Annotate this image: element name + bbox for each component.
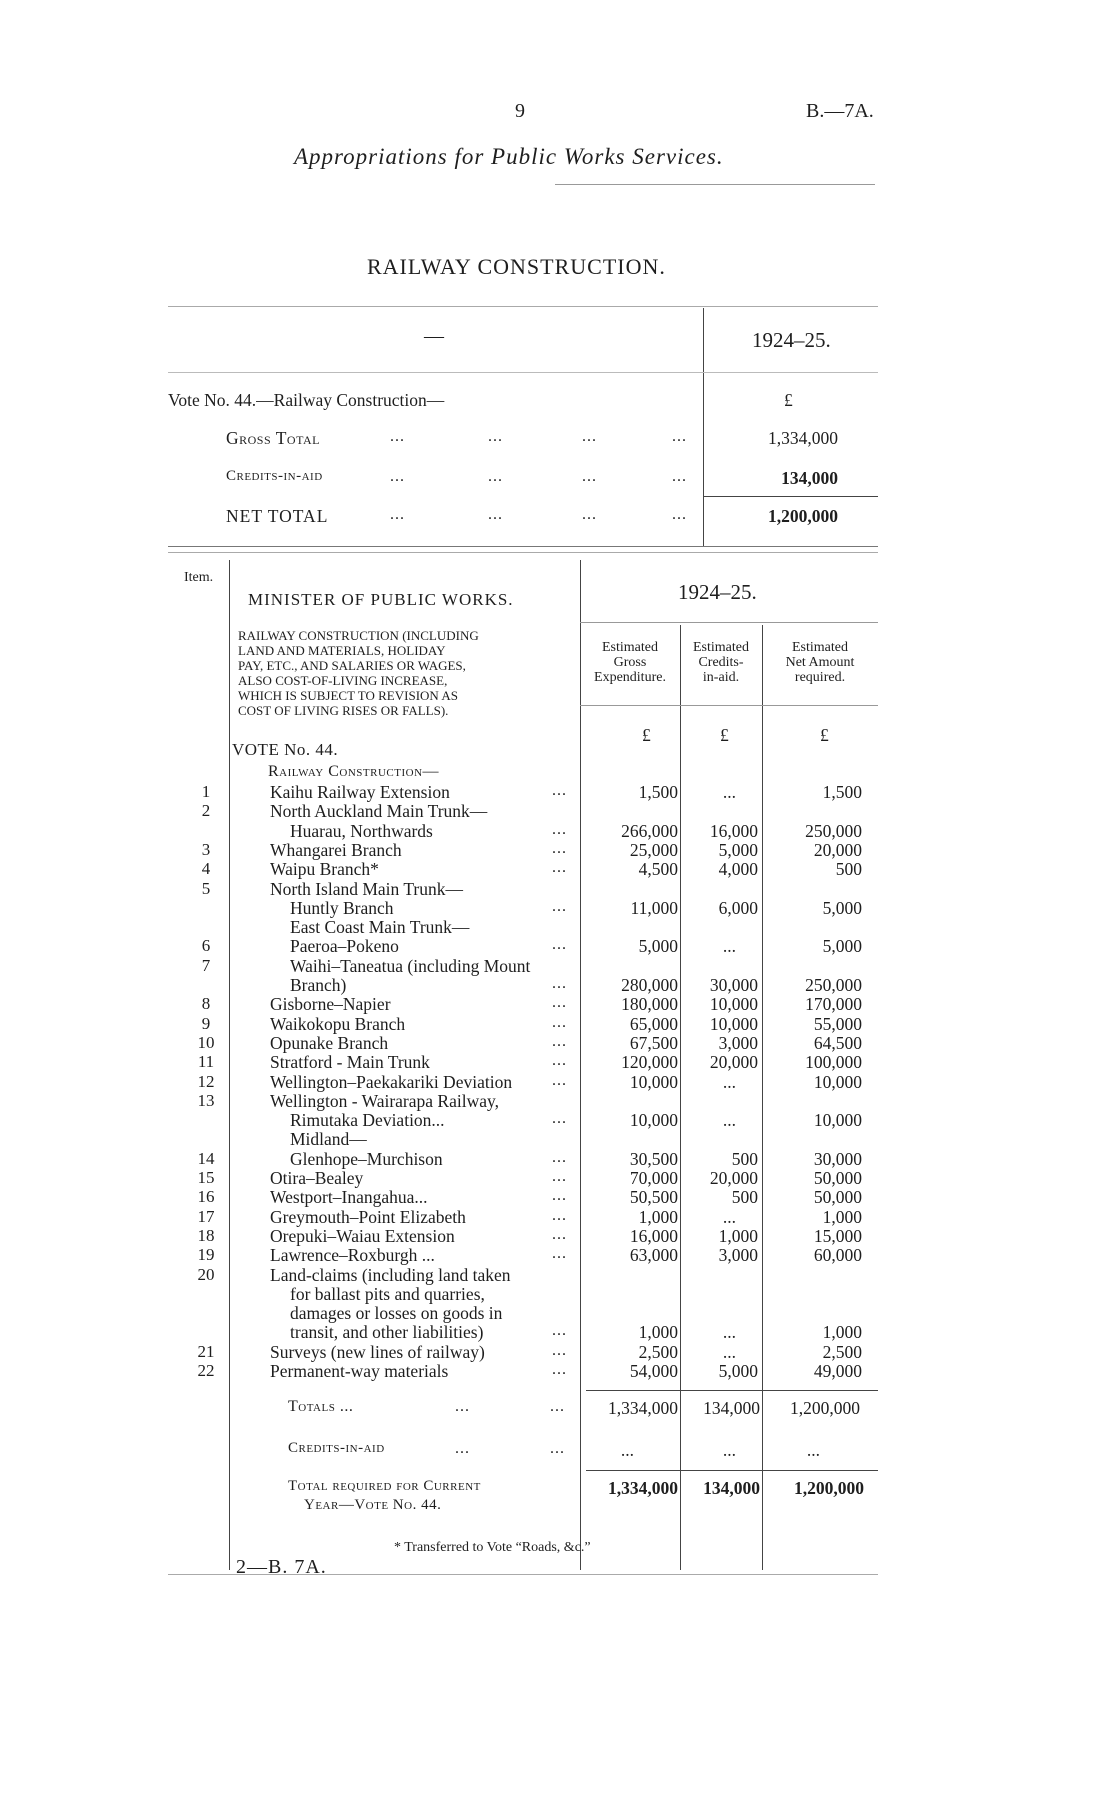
item-number: 20 — [197, 1264, 215, 1284]
year-header-rule — [580, 622, 878, 623]
footer-ref: 2—B. 7A. — [236, 1556, 327, 1578]
dots: ... — [672, 468, 687, 485]
dots: ... — [552, 820, 567, 838]
item-number: 13 — [197, 1090, 215, 1110]
credits-in-aid-label: Credits-in-aid — [226, 468, 323, 484]
desc-line: WHICH IS SUBJECT TO REVISION AS — [238, 688, 458, 703]
total-required-rule — [586, 1470, 878, 1471]
totals-gross: 1,334,000 — [608, 1398, 678, 1418]
amount-net: 250,000 — [805, 820, 862, 841]
dots: ... — [552, 1071, 567, 1089]
dots: ... — [552, 1168, 567, 1185]
total-required-label-1: Total required for Current — [288, 1478, 481, 1494]
footnote: * Transferred to Vote “Roads, &c.” — [394, 1540, 591, 1555]
item-number: 4 — [201, 859, 211, 879]
amount-credits: ... — [722, 1071, 736, 1092]
amount-gross: 65,000 — [629, 1013, 678, 1034]
amount-gross: 25,000 — [629, 839, 678, 860]
item-number: 6 — [201, 936, 211, 956]
item-header: Item. — [184, 570, 214, 585]
desc-line: RAILWAY CONSTRUCTION (INCLUDING — [238, 628, 479, 643]
amount-credits: 6,000 — [718, 897, 758, 918]
dots: ... — [552, 1322, 567, 1340]
amount-credits: 500 — [731, 1187, 758, 1208]
totals-net: 1,200,000 — [790, 1398, 860, 1418]
item-number: 15 — [197, 1168, 215, 1187]
table-top-rule — [168, 552, 878, 553]
amount-credits: ... — [722, 1206, 736, 1227]
summary-vrule — [703, 308, 704, 546]
amount-credits: 5,000 — [718, 839, 758, 860]
amount-gross: 16,000 — [629, 1225, 678, 1246]
amount-net: 1,000 — [822, 1322, 862, 1343]
item-number: 9 — [201, 1013, 211, 1033]
item-description: Huarau, Northwards — [290, 820, 433, 841]
header-line: Net Amount — [785, 655, 855, 670]
dots: ... — [552, 1245, 567, 1263]
credits-col-rule — [762, 625, 763, 1570]
item-description: Midland— — [290, 1129, 367, 1150]
dots: ... — [552, 994, 567, 1012]
dots: ... — [582, 428, 597, 445]
dots: ... — [552, 1187, 567, 1205]
item-description: Permanent-way materials — [270, 1361, 449, 1381]
amount-credits: ... — [722, 936, 736, 957]
amount-gross: 30,500 — [629, 1148, 678, 1169]
vote-heading: VOTE No. 44. — [232, 740, 339, 759]
amount-net: 170,000 — [805, 994, 862, 1015]
dots: ... — [552, 1361, 567, 1378]
amount-gross: 2,500 — [638, 1341, 678, 1362]
gross-total-label: Gross Total — [226, 428, 320, 448]
item-description: Stratford - Main Trunk — [270, 1052, 430, 1073]
amount-credits: 30,000 — [709, 975, 758, 995]
summary-header-rule — [168, 372, 878, 373]
dots: ... — [552, 839, 567, 857]
dots: ... — [390, 506, 405, 523]
col-header-rule — [580, 705, 878, 706]
document-ref: B.—7A. — [806, 100, 874, 122]
amount-net: 1,000 — [822, 1206, 862, 1227]
amount-gross: 1,500 — [638, 782, 678, 802]
item-number: 14 — [197, 1148, 215, 1168]
amount-credits: 3,000 — [718, 1032, 758, 1053]
amount-gross: 120,000 — [621, 1052, 678, 1073]
item-number: 7 — [201, 955, 211, 975]
amount-net: 50,000 — [813, 1187, 862, 1208]
net-total-label: NET TOTAL — [226, 506, 329, 526]
subheading: Railway Construction— — [268, 763, 440, 780]
amount-credits: ... — [722, 782, 736, 802]
dots: ... — [552, 897, 567, 915]
header-line: Estimated — [693, 640, 749, 655]
minister-heading: MINISTER OF PUBLIC WORKS. — [248, 590, 514, 609]
gross-total-value: 1,334,000 — [768, 428, 838, 448]
total-required-credits: 134,000 — [703, 1478, 760, 1498]
amount-net: 5,000 — [822, 936, 862, 957]
dots: ... — [582, 506, 597, 523]
amount-net: 55,000 — [813, 1013, 862, 1034]
item-description: Gisborne–Napier — [270, 994, 391, 1015]
amount-net: 2,500 — [822, 1341, 862, 1362]
item-description: Whangarei Branch — [270, 839, 402, 860]
dots: ... — [552, 859, 567, 877]
totals-rule — [586, 1390, 878, 1391]
item-description: Waihi–Taneatua (including Mount — [290, 955, 531, 976]
item-number: 5 — [201, 878, 211, 898]
currency-net: £ — [820, 725, 829, 745]
item-description: Waikokopu Branch — [270, 1013, 406, 1034]
item-description: Land-claims (including land taken — [270, 1264, 511, 1285]
item-number: 12 — [197, 1071, 215, 1091]
item-description: Rimutaka Deviation... — [290, 1110, 445, 1131]
item-number: 8 — [201, 994, 211, 1014]
total-required-label-2: Year—Vote No. 44. — [304, 1497, 442, 1513]
item-number: 22 — [197, 1361, 215, 1380]
item-description: Huntly Branch — [290, 897, 394, 918]
amount-net: 20,000 — [813, 839, 862, 860]
currency-credits: £ — [720, 725, 729, 745]
item-number: 1 — [201, 782, 211, 801]
item-number: 3 — [201, 839, 211, 859]
amount-net: 250,000 — [805, 975, 862, 995]
net-total-value: 1,200,000 — [768, 506, 838, 526]
summary-top-rule — [168, 306, 878, 307]
item-number: 19 — [197, 1245, 215, 1265]
amount-credits: 20,000 — [709, 1168, 758, 1188]
item-description: Opunake Branch — [270, 1032, 389, 1053]
header-line: required. — [794, 670, 846, 685]
credits-in-aid-row-label: Credits-in-aid — [288, 1440, 385, 1456]
header-line: Estimated — [602, 640, 658, 655]
item-description: Greymouth–Point Elizabeth — [270, 1206, 466, 1227]
dots: ... — [488, 506, 503, 523]
header-line: Gross — [613, 655, 647, 670]
currency-gross: £ — [642, 725, 651, 745]
dots: ... — [550, 1398, 565, 1415]
item-description: Wellington - Wairarapa Railway, — [270, 1090, 499, 1111]
amount-net: 5,000 — [822, 897, 862, 918]
dots: ... — [552, 936, 567, 954]
description-block — [238, 628, 574, 718]
amount-net: 10,000 — [813, 1071, 862, 1092]
dots: ... — [552, 1052, 567, 1070]
amount-net: 100,000 — [805, 1052, 862, 1073]
item-number: 2 — [201, 801, 211, 821]
summary-currency: £ — [784, 390, 793, 410]
title-rule — [555, 184, 875, 185]
amount-credits: 5,000 — [718, 1361, 758, 1381]
desc-line: LAND AND MATERIALS, HOLIDAY — [238, 643, 446, 658]
item-description: Surveys (new lines of railway) — [270, 1341, 485, 1362]
dots: ... — [488, 428, 503, 445]
amount-gross: 266,000 — [621, 820, 678, 841]
desc-line: COST OF LIVING RISES OR FALLS). — [238, 703, 449, 718]
amount-net: 10,000 — [813, 1110, 862, 1131]
amount-net: 49,000 — [813, 1361, 862, 1381]
amount-gross: 67,500 — [629, 1032, 678, 1053]
header-line: Expenditure. — [594, 670, 666, 685]
amount-gross: 11,000 — [630, 897, 678, 918]
dots: ... — [488, 468, 503, 485]
amount-gross: 280,000 — [621, 975, 678, 995]
amount-gross: 70,000 — [629, 1168, 678, 1188]
gross-col-header — [580, 640, 680, 685]
item-description: North Island Main Trunk— — [270, 878, 463, 899]
amount-net: 500 — [835, 859, 862, 880]
item-description: Wellington–Paekakariki Deviation — [270, 1071, 513, 1092]
dots: ... — [552, 782, 567, 799]
totals-credits: 134,000 — [703, 1398, 760, 1418]
amount-gross: 54,000 — [629, 1361, 678, 1381]
gross-col-rule — [680, 625, 681, 1570]
desc-line: PAY, ETC., AND SALARIES OR WAGES, — [238, 658, 466, 673]
amount-credits: 16,000 — [709, 820, 758, 841]
amount-net: 50,000 — [813, 1168, 862, 1188]
item-number: 16 — [197, 1187, 215, 1207]
amount-gross: 10,000 — [629, 1110, 678, 1131]
dots: ... — [552, 1341, 567, 1359]
amount-credits: 4,000 — [718, 859, 758, 880]
dots: ... — [672, 506, 687, 523]
dots: ... — [672, 428, 687, 445]
amount-net: 60,000 — [813, 1245, 862, 1266]
item-description: for ballast pits and quarries, — [290, 1283, 485, 1304]
item-description: Lawrence–Roxburgh ... — [270, 1245, 435, 1266]
amount-gross: 4,500 — [638, 859, 678, 880]
amount-gross: 10,000 — [629, 1071, 678, 1092]
amount-net: 15,000 — [813, 1225, 862, 1246]
item-description: North Auckland Main Trunk— — [270, 801, 488, 822]
year-heading: 1924–25. — [678, 580, 757, 604]
item-number: 10 — [197, 1032, 215, 1052]
amount-credits: 20,000 — [709, 1052, 758, 1073]
item-number: 21 — [197, 1341, 215, 1361]
credits-in-aid-value: 134,000 — [781, 468, 838, 488]
amount-net: 64,500 — [813, 1032, 862, 1053]
amount-credits: 10,000 — [709, 994, 758, 1015]
dots: ... — [390, 428, 405, 445]
amount-net: 1,500 — [822, 782, 862, 802]
dots: ... — [552, 1013, 567, 1031]
credits-col-header — [680, 640, 762, 685]
amount-credits: 500 — [731, 1148, 758, 1169]
amount-credits: ... — [722, 1110, 736, 1131]
item-description: East Coast Main Trunk— — [290, 917, 470, 938]
dots: ... — [552, 1225, 567, 1243]
item-description: Orepuki–Waiau Extension — [270, 1225, 455, 1246]
credits-in-aid-net: ... — [806, 1440, 820, 1460]
dots: ... — [582, 468, 597, 485]
amount-gross: 63,000 — [629, 1245, 678, 1266]
summary-dash: — — [424, 325, 444, 347]
dots: ... — [552, 1032, 567, 1050]
total-required-net: 1,200,000 — [794, 1478, 864, 1498]
header-line: in-aid. — [702, 670, 740, 685]
amount-credits: ... — [722, 1341, 736, 1362]
amount-credits: 3,000 — [718, 1245, 758, 1266]
summary-bottom-rule — [168, 546, 878, 547]
dots: ... — [455, 1398, 470, 1415]
totals-label: Totals ... — [288, 1398, 354, 1415]
amount-gross: 5,000 — [638, 936, 678, 957]
amount-credits: 1,000 — [718, 1225, 758, 1246]
dots: ... — [390, 468, 405, 485]
dots: ... — [552, 1206, 567, 1224]
item-description: Otira–Bealey — [270, 1168, 364, 1188]
item-number: 18 — [197, 1225, 215, 1245]
item-description: Glenhope–Murchison — [290, 1148, 443, 1169]
item-description: Westport–Inangahua... — [270, 1187, 428, 1208]
amount-gross: 50,500 — [629, 1187, 678, 1208]
credits-in-aid-credits: ... — [722, 1440, 736, 1460]
dots: ... — [552, 1110, 567, 1128]
amount-net: 30,000 — [813, 1148, 862, 1169]
section-title: RAILWAY CONSTRUCTION. — [367, 254, 666, 279]
vote-label: Vote No. 44.—Railway Construction— — [168, 390, 445, 410]
page-number: 9 — [515, 100, 525, 122]
net-col-header — [762, 640, 878, 685]
item-number: 11 — [197, 1052, 215, 1072]
summary-sum-rule — [703, 496, 878, 497]
summary-year: 1924–25. — [752, 328, 831, 352]
dots: ... — [550, 1440, 565, 1457]
amount-gross: 180,000 — [621, 994, 678, 1015]
header-line: Credits- — [698, 655, 744, 670]
amount-gross: 1,000 — [638, 1322, 678, 1343]
item-description: damages or losses on goods in — [290, 1303, 503, 1324]
credits-in-aid-gross: ... — [620, 1440, 634, 1460]
item-description: transit, and other liabilities) — [290, 1322, 484, 1343]
page-title: Appropriations for Public Works Services. — [294, 144, 724, 169]
item-description: Waipu Branch* — [270, 859, 379, 880]
dots: ... — [455, 1440, 470, 1457]
dots: ... — [552, 975, 567, 992]
amount-credits: ... — [722, 1322, 736, 1343]
dots: ... — [552, 1148, 567, 1166]
amount-gross: 1,000 — [638, 1206, 678, 1227]
desc-line: ALSO COST-OF-LIVING INCREASE, — [238, 673, 448, 688]
item-description: Kaihu Railway Extension — [270, 782, 450, 802]
item-description: Paeroa–Pokeno — [290, 936, 399, 957]
item-number: 17 — [197, 1206, 215, 1226]
item-col-rule — [229, 560, 230, 1570]
item-description: Branch) — [290, 975, 347, 995]
total-required-gross: 1,334,000 — [608, 1478, 678, 1498]
amount-credits: 10,000 — [709, 1013, 758, 1034]
desc-col-rule — [580, 560, 581, 1570]
header-line: Estimated — [792, 640, 848, 655]
